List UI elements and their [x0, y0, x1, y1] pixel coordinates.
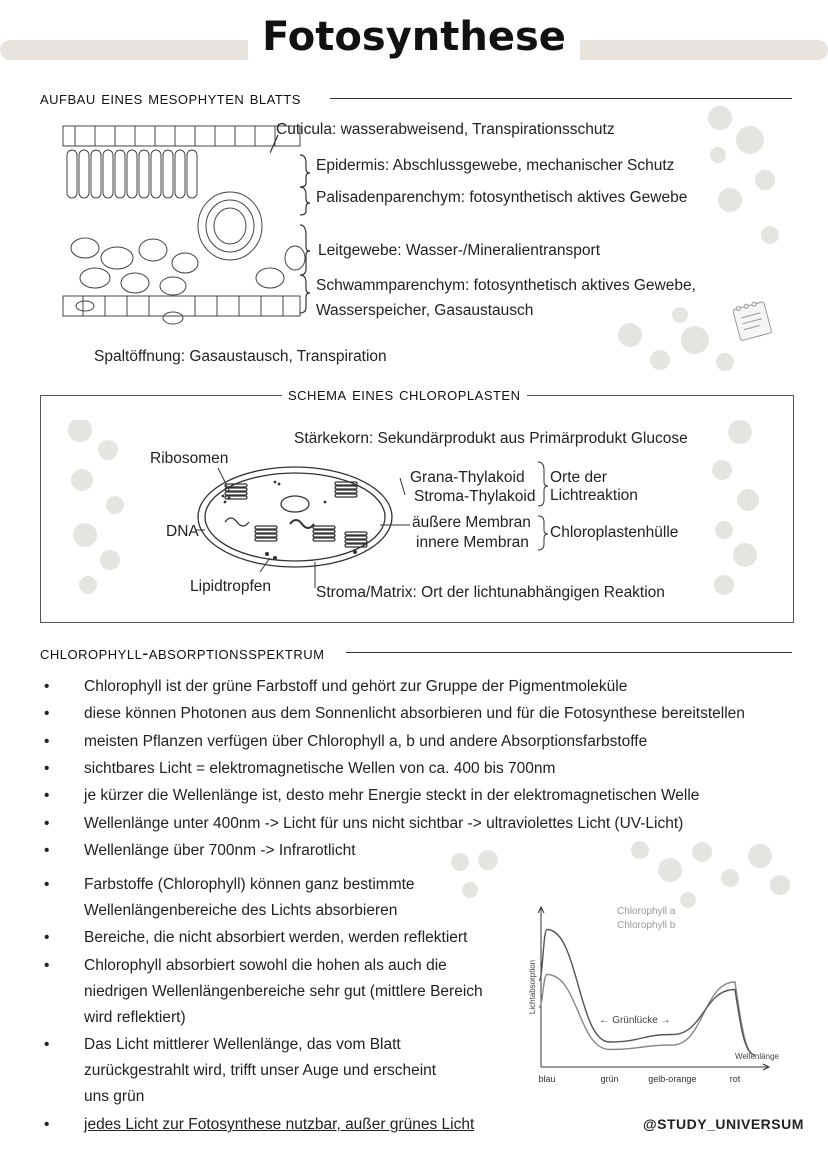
label-stroma-thylakoid: Stroma-Thylakoid: [414, 488, 536, 505]
leaf-braces: [270, 125, 320, 355]
annotation-gruenluecke: ← Grünlücke →: [599, 1015, 671, 1026]
palisade-cell: [79, 150, 89, 198]
label-grana-thylakoid: Grana-Thylakoid: [410, 469, 525, 486]
palisade-cell: [91, 150, 101, 198]
leaf-heading: aufbau eines mesophyten blatts: [40, 88, 301, 108]
label-leitgewebe: Leitgewebe: Wasser-/Mineralientransport: [318, 242, 600, 259]
y-axis-label: Lichtabsorption: [528, 959, 537, 1015]
tick-label-grün: grün: [600, 1074, 619, 1084]
bullet-line: Bereiche, die nicht absorbiert werden, werden reflektiert: [84, 929, 468, 946]
palisade-cell: [139, 150, 149, 198]
label-epidermis: Epidermis: Abschlussgewebe, mechanischer Schutz: [316, 157, 675, 174]
tick-label-rot: rot: [729, 1074, 741, 1084]
decor-dots-3: [700, 420, 780, 600]
decor-dots-2: [60, 420, 140, 600]
absorption-chart: [525, 895, 805, 1095]
chloroplast-heading: schema eines chloroplasten: [282, 384, 527, 405]
x-axis-label: Wellenlänge: [735, 1052, 779, 1061]
bullet-line: zurückgestrahlt wird, trifft unser Auge und erscheint: [84, 1062, 437, 1079]
label-stroma-matrix: Stroma/Matrix: Ort der lichtunabhängigen Reaktion: [316, 584, 665, 601]
label-lipidtropfen: Lipidtropfen: [190, 578, 272, 595]
label-staerkekorn: Stärkekorn: Sekundärprodukt aus Primärprodukt Glucose: [294, 430, 688, 447]
notepad-icon: [728, 295, 778, 345]
palisade-cell: [127, 150, 137, 198]
footer-handle: @STUDY_UNIVERSUM: [643, 1116, 804, 1132]
label-orte-der: Orte der: [550, 469, 607, 486]
page-title: Fotosynthese: [0, 14, 828, 60]
series-line-1: [539, 930, 755, 1056]
label-dna: DNA: [166, 523, 199, 540]
label-schwamm-2: Wasserspeicher, Gasaustausch: [316, 302, 534, 319]
label-aeussere-membran: äußere Membran: [412, 514, 531, 531]
leaf-heading-rule: [330, 98, 792, 99]
spectrum-heading-rule: [346, 652, 792, 653]
palisade-cell: [67, 150, 77, 198]
palisade-cell: [187, 150, 197, 198]
bullet-line: niedrigen Wellenlängenbereiche sehr gut (mittlere Bereich: [84, 983, 483, 1000]
palisade-cell: [115, 150, 125, 198]
legend-entry-1: Chlorophyll b: [617, 920, 676, 931]
bullet-line: Das Licht mittlerer Wellenlänge, das vom Blatt: [84, 1036, 401, 1053]
label-ribosomen: Ribosomen: [150, 450, 229, 467]
label-schwamm-1: Schwammparenchym: fotosynthetisch aktives Gewebe,: [316, 277, 696, 294]
palisade-cell: [103, 150, 113, 198]
label-chloroplastenhuelle: Chloroplastenhülle: [550, 524, 679, 541]
bullet-line: Chlorophyll absorbiert sowohl die hohen als auch die: [84, 957, 447, 974]
bullet-line: Farbstoffe (Chlorophyll) können ganz bestimmte: [84, 876, 415, 893]
label-innere-membran: innere Membran: [416, 534, 529, 551]
palisade-cell: [175, 150, 185, 198]
label-cuticula: Cuticula: wasserabweisend, Transpirationsschutz: [276, 121, 615, 138]
spectrum-heading: chlorophyll-absorptionsspektrum: [40, 643, 325, 663]
bullet-line: Wellenlängenbereiche des Lichts absorbieren: [84, 902, 398, 919]
label-palisaden: Palisadenparenchym: fotosynthetisch aktives Gewebe: [316, 189, 688, 206]
tick-label-blau: blau: [538, 1074, 556, 1084]
bullet-line: wird reflektiert): [84, 1009, 186, 1026]
palisade-cell: [163, 150, 173, 198]
label-spaltoeffnung: Spaltöffnung: Gasaustausch, Transpiration: [94, 348, 387, 365]
palisade-cell: [151, 150, 161, 198]
tick-label-gelb-orange: gelb-orange: [648, 1074, 697, 1084]
legend-entry-0: Chlorophyll a: [617, 906, 676, 917]
label-lichtreaktion: Lichtreaktion: [550, 487, 638, 504]
bullet-line: uns grün: [84, 1088, 145, 1105]
